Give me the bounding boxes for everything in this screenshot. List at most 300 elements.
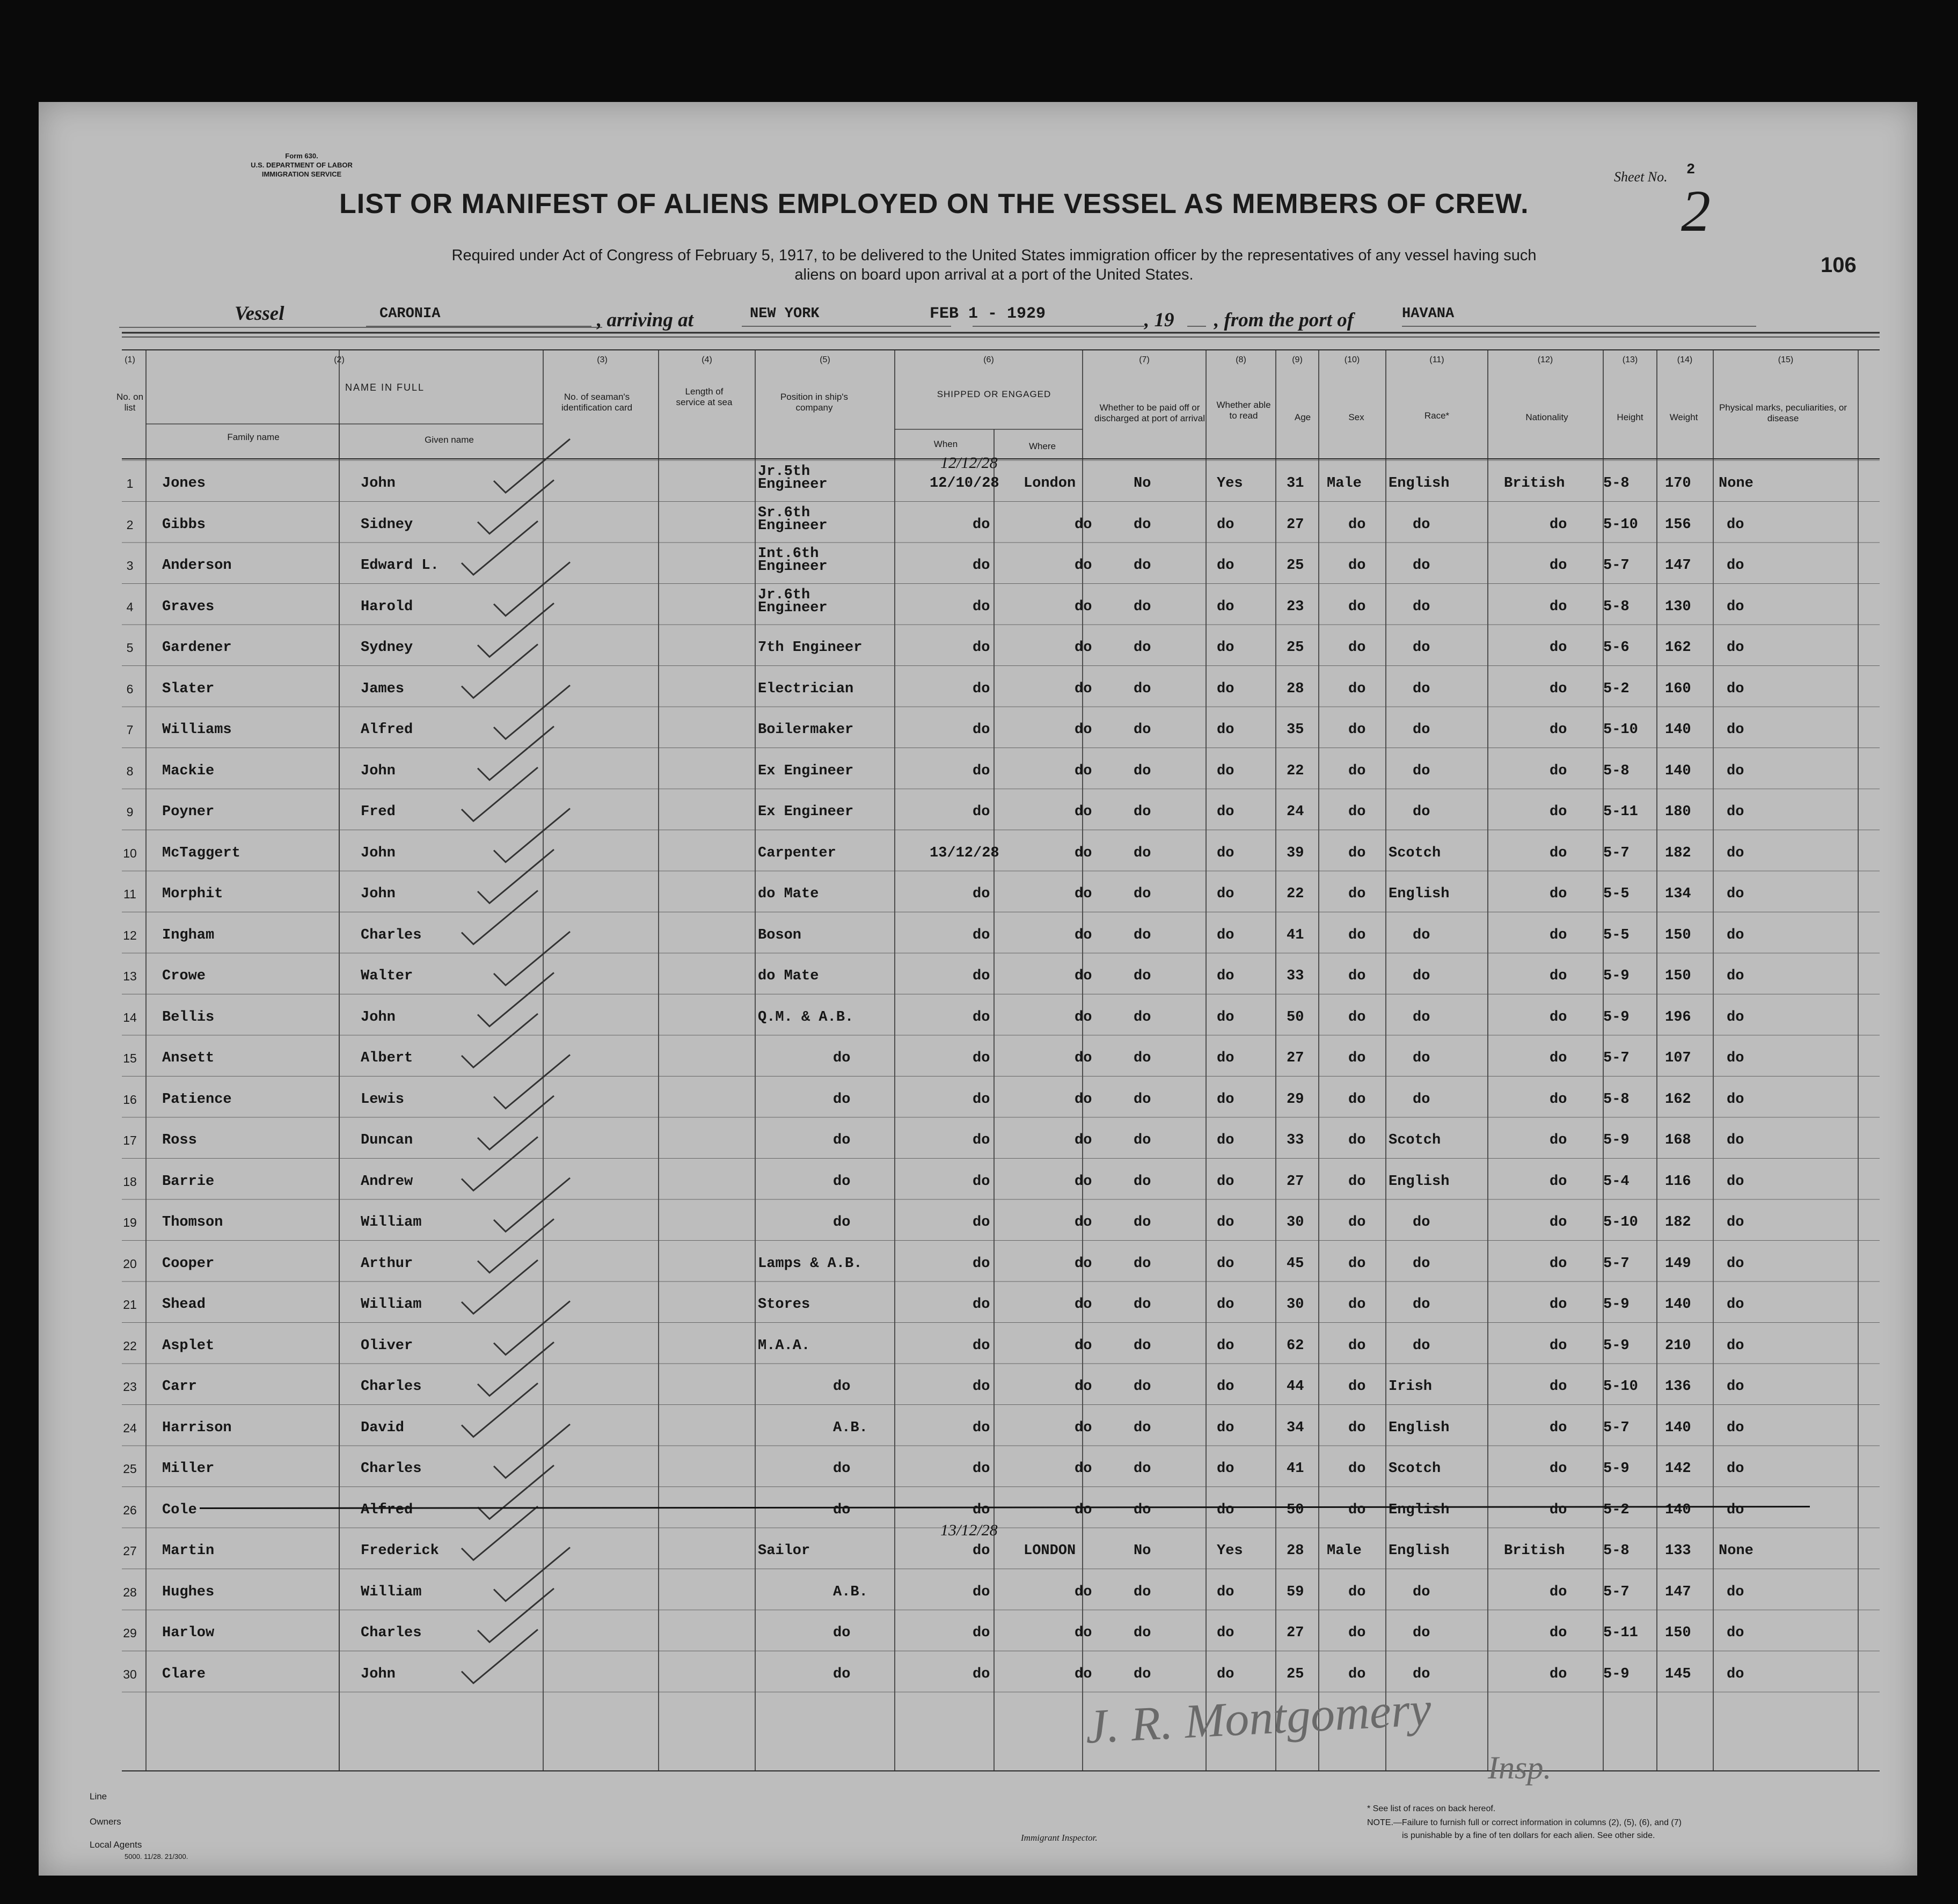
paid-off-cell: do	[1134, 1173, 1151, 1190]
check-mark	[478, 603, 554, 657]
paid-off-cell: do	[1134, 516, 1151, 533]
check-mark	[462, 1630, 538, 1683]
row-number: 7	[126, 723, 134, 737]
able-to-read-cell: Yes	[1217, 475, 1243, 492]
column-number-3: (3)	[597, 355, 608, 364]
footer-line-label: Line	[90, 1791, 107, 1802]
physical-marks-cell: do	[1727, 927, 1744, 943]
where-cell: do	[1075, 1009, 1092, 1026]
when-cell: do	[973, 1050, 990, 1066]
able-to-read-cell: do	[1217, 1255, 1234, 1272]
column-number-13: (13)	[1622, 355, 1638, 364]
age-cell: 34	[1287, 1419, 1304, 1436]
row-number: 13	[123, 969, 137, 983]
age-cell: 25	[1287, 640, 1304, 656]
able-to-read-cell: do	[1217, 804, 1234, 820]
header-shipped-or-engaged: SHIPPED OR ENGAGED	[937, 389, 1051, 399]
age-cell: 27	[1287, 516, 1304, 533]
race-cell: do	[1413, 598, 1430, 615]
race-cell: do	[1413, 968, 1430, 984]
physical-marks-cell: do	[1727, 1255, 1744, 1272]
check-mark	[462, 1260, 538, 1314]
check-mark	[494, 1424, 570, 1478]
given-name-cell: Harold	[361, 598, 413, 615]
where-cell: do	[1075, 1584, 1092, 1600]
age-cell: 28	[1287, 680, 1304, 697]
sex-cell: do	[1348, 1502, 1366, 1518]
column-number-2: (2)	[334, 355, 345, 364]
given-name-cell: John	[361, 1666, 396, 1682]
paid-off-cell: do	[1134, 1419, 1151, 1436]
when-cell: do	[973, 1502, 990, 1518]
sex-cell: do	[1348, 640, 1366, 656]
weight-cell: 162	[1665, 640, 1691, 656]
given-name-cell: Frederick	[361, 1543, 439, 1559]
header-no-on-list: No. on list	[116, 392, 144, 413]
nationality-cell: do	[1550, 1297, 1567, 1313]
position-cell: Int.6th	[758, 546, 819, 562]
height-cell: 5-9	[1603, 1132, 1630, 1148]
when-cell: 12/10/28	[930, 475, 999, 492]
where-cell: do	[1075, 1050, 1092, 1066]
given-name-cell: Duncan	[361, 1132, 413, 1148]
height-cell: 5-7	[1603, 558, 1630, 574]
weight-cell: 130	[1665, 598, 1691, 615]
vessel-name: CARONIA	[379, 306, 441, 322]
physical-marks-cell: do	[1727, 516, 1744, 533]
height-cell: 5-7	[1603, 845, 1630, 861]
height-cell: 5-10	[1603, 722, 1638, 738]
paid-off-cell: do	[1134, 558, 1151, 574]
row-number: 16	[123, 1092, 137, 1107]
race-cell: English	[1389, 1173, 1450, 1190]
check-mark	[494, 685, 570, 739]
when-cell: 13/12/28	[930, 845, 999, 861]
height-cell: 5-5	[1603, 886, 1630, 902]
height-cell: 5-7	[1603, 1584, 1630, 1600]
physical-marks-cell: do	[1727, 1091, 1744, 1108]
age-cell: 41	[1287, 927, 1304, 943]
check-mark	[462, 1383, 538, 1437]
physical-marks-cell: do	[1727, 1132, 1744, 1148]
header-age: Age	[1294, 412, 1311, 422]
able-to-read-cell: do	[1217, 1379, 1234, 1395]
where-cell: do	[1075, 516, 1092, 533]
row-number: 23	[123, 1380, 137, 1394]
family-name-cell: McTaggert	[162, 845, 240, 861]
sex-cell: do	[1348, 558, 1366, 574]
nationality-cell: do	[1550, 804, 1567, 820]
family-name-cell: Ansett	[162, 1050, 215, 1066]
height-cell: 5-9	[1603, 1297, 1630, 1313]
row-number: 17	[123, 1133, 137, 1147]
nationality-cell: do	[1550, 763, 1567, 779]
where-cell: do	[1075, 1091, 1092, 1108]
check-mark	[478, 850, 554, 903]
when-handwritten-cell: 13/12/28	[940, 1521, 998, 1539]
where-cell: LONDON	[1024, 1543, 1076, 1559]
height-cell: 5-7	[1603, 1255, 1630, 1272]
given-name-cell: Edward L.	[361, 558, 439, 574]
paid-off-cell: do	[1134, 1214, 1151, 1231]
position-cell: A.B.	[833, 1419, 868, 1436]
position-cell-line-2: Engineer	[758, 477, 828, 493]
nationality-cell: do	[1550, 1584, 1567, 1600]
row-number: 3	[126, 559, 134, 573]
physical-marks-cell: do	[1727, 1584, 1744, 1600]
height-cell: 5-11	[1603, 1625, 1638, 1641]
race-cell: English	[1389, 1543, 1450, 1559]
race-cell: Scotch	[1389, 1461, 1441, 1477]
family-name-cell: Cole	[162, 1502, 197, 1518]
weight-cell: 147	[1665, 558, 1691, 574]
check-mark	[494, 1055, 570, 1109]
age-cell: 22	[1287, 763, 1304, 779]
when-cell: do	[973, 1419, 990, 1436]
nationality-cell: do	[1550, 1461, 1567, 1477]
sex-cell: do	[1348, 1625, 1366, 1641]
position-cell: Electrician	[758, 680, 854, 697]
able-to-read-cell: do	[1217, 1502, 1234, 1518]
sex-cell: do	[1348, 1379, 1366, 1395]
able-to-read-cell: do	[1217, 1009, 1234, 1026]
age-cell: 31	[1287, 475, 1304, 492]
where-cell: do	[1075, 1666, 1092, 1682]
check-mark	[462, 767, 538, 821]
given-name-cell: Andrew	[361, 1173, 413, 1190]
footer-agents-label: Local Agents	[90, 1840, 142, 1850]
sex-cell: do	[1348, 1009, 1366, 1026]
when-cell: do	[973, 598, 990, 615]
sheet-number-label: Sheet No.	[1614, 169, 1668, 185]
nationality-cell: do	[1550, 845, 1567, 861]
able-to-read-cell: do	[1217, 1625, 1234, 1641]
physical-marks-cell: None	[1719, 475, 1754, 492]
check-mark	[478, 973, 554, 1027]
able-to-read-cell: do	[1217, 516, 1234, 533]
paid-off-cell: do	[1134, 886, 1151, 902]
table-grid	[39, 102, 1917, 1876]
when-cell: do	[973, 968, 990, 984]
weight-cell: 147	[1665, 1584, 1691, 1600]
given-name-cell: John	[361, 763, 396, 779]
nationality-cell: do	[1550, 1050, 1567, 1066]
given-name-cell: John	[361, 845, 396, 861]
physical-marks-cell: do	[1727, 804, 1744, 820]
header-sex: Sex	[1348, 412, 1364, 422]
check-mark	[462, 891, 538, 944]
weight-cell: 142	[1665, 1461, 1691, 1477]
column-number-6: (6)	[983, 355, 994, 364]
family-name-cell: Harrison	[162, 1419, 232, 1436]
row-number: 9	[126, 805, 134, 819]
height-cell: 5-4	[1603, 1173, 1630, 1190]
family-name-cell: Gardener	[162, 640, 232, 656]
where-cell: do	[1075, 1337, 1092, 1354]
able-to-read-cell: do	[1217, 1337, 1234, 1354]
family-name-cell: Jones	[162, 475, 206, 492]
nationality-cell: do	[1550, 1091, 1567, 1108]
age-cell: 24	[1287, 804, 1304, 820]
physical-marks-cell: do	[1727, 1173, 1744, 1190]
when-cell: do	[973, 680, 990, 697]
check-mark	[494, 439, 570, 493]
where-cell: do	[1075, 1297, 1092, 1313]
given-name-cell: Charles	[361, 1625, 422, 1641]
manifest-sheet	[39, 102, 1917, 1876]
position-cell: do	[833, 1132, 851, 1148]
age-cell: 23	[1287, 598, 1304, 615]
row-number: 5	[126, 641, 134, 655]
able-to-read-cell: do	[1217, 640, 1234, 656]
sex-cell: do	[1348, 1132, 1366, 1148]
when-cell: do	[973, 927, 990, 943]
sex-cell: do	[1348, 1297, 1366, 1313]
row-number: 24	[123, 1420, 137, 1435]
weight-cell: 182	[1665, 845, 1691, 861]
physical-marks-cell: do	[1727, 640, 1744, 656]
race-cell: Scotch	[1389, 845, 1441, 861]
age-cell: 35	[1287, 722, 1304, 738]
height-cell: 5-7	[1603, 1419, 1630, 1436]
age-cell: 27	[1287, 1625, 1304, 1641]
physical-marks-cell: do	[1727, 1214, 1744, 1231]
column-number-14: (14)	[1677, 355, 1693, 364]
height-cell: 5-6	[1603, 640, 1630, 656]
sex-cell: do	[1348, 598, 1366, 615]
height-cell: 5-9	[1603, 1666, 1630, 1682]
position-cell: A.B.	[833, 1584, 868, 1600]
check-mark	[478, 1588, 554, 1642]
height-cell: 5-10	[1603, 516, 1638, 533]
age-cell: 29	[1287, 1091, 1304, 1108]
when-cell: do	[973, 1584, 990, 1600]
weight-cell: 140	[1665, 1297, 1691, 1313]
height-cell: 5-9	[1603, 968, 1630, 984]
age-cell: 30	[1287, 1297, 1304, 1313]
header-weight: Weight	[1669, 412, 1698, 422]
where-cell: do	[1075, 845, 1092, 861]
sex-cell: do	[1348, 927, 1366, 943]
position-cell: Sailor	[758, 1543, 810, 1559]
physical-marks-cell: do	[1727, 1050, 1744, 1066]
weight-cell: 140	[1665, 1419, 1691, 1436]
given-name-cell: William	[361, 1297, 422, 1313]
height-cell: 5-10	[1603, 1379, 1638, 1395]
given-name-cell: James	[361, 680, 405, 697]
sheet-number-handwritten: 2	[1681, 178, 1711, 244]
header-paid-off: Whether to be paid off or discharged at port of arrival	[1094, 402, 1205, 423]
header-where: Where	[1028, 441, 1056, 451]
physical-marks-cell: do	[1727, 1625, 1744, 1641]
weight-cell: 150	[1665, 927, 1691, 943]
page-subtitle	[221, 246, 1767, 284]
paid-off-cell: do	[1134, 763, 1151, 779]
race-cell: do	[1413, 763, 1430, 779]
weight-cell: 170	[1665, 475, 1691, 492]
family-name-cell: Morphit	[162, 886, 223, 902]
when-cell: do	[973, 558, 990, 574]
when-handwritten-cell: 12/12/28	[940, 454, 998, 472]
paid-off-cell: do	[1134, 968, 1151, 984]
paid-off-cell: do	[1134, 680, 1151, 697]
position-cell: Jr.6th	[758, 587, 810, 603]
service-name: IMMIGRATION SERVICE	[261, 170, 342, 178]
given-name-cell: Arthur	[361, 1255, 413, 1272]
sex-cell: Male	[1327, 475, 1362, 492]
family-name-cell: Hughes	[162, 1584, 215, 1600]
able-to-read-cell: do	[1217, 1214, 1234, 1231]
column-number-8: (8)	[1236, 355, 1246, 364]
where-cell: London	[1024, 475, 1076, 492]
page-number: 106	[1821, 253, 1857, 277]
physical-marks-cell: do	[1727, 845, 1744, 861]
race-cell: do	[1413, 1584, 1430, 1600]
where-cell: do	[1075, 680, 1092, 697]
row-number: 14	[123, 1010, 137, 1024]
paid-off-cell: do	[1134, 845, 1151, 861]
inspector-signature: J. R. Montgomery	[1084, 1682, 1433, 1754]
physical-marks-cell: do	[1727, 763, 1744, 779]
given-name-cell: William	[361, 1584, 422, 1600]
family-name-cell: Williams	[162, 722, 232, 738]
height-cell: 5-8	[1603, 475, 1630, 492]
able-to-read-cell: do	[1217, 722, 1234, 738]
row-number: 4	[126, 599, 134, 614]
age-cell: 62	[1287, 1337, 1304, 1354]
row-number: 15	[123, 1051, 137, 1065]
race-cell: do	[1413, 1666, 1430, 1682]
able-to-read-cell: do	[1217, 1091, 1234, 1108]
nationality-cell: do	[1550, 598, 1567, 615]
position-cell: M.A.A.	[758, 1337, 810, 1354]
paid-off-cell: do	[1134, 1584, 1151, 1600]
paid-off-cell: do	[1134, 640, 1151, 656]
sex-cell: do	[1348, 968, 1366, 984]
paid-off-cell: do	[1134, 1461, 1151, 1477]
position-cell: Carpenter	[758, 845, 836, 861]
family-name-cell: Harlow	[162, 1625, 215, 1641]
position-cell: 7th Engineer	[758, 640, 863, 656]
check-mark	[478, 1219, 554, 1273]
able-to-read-cell: do	[1217, 927, 1234, 943]
race-cell: do	[1413, 1214, 1430, 1231]
position-cell: do Mate	[758, 968, 819, 984]
row-number: 28	[123, 1585, 137, 1599]
age-cell: 28	[1287, 1543, 1304, 1559]
when-cell: do	[973, 1214, 990, 1231]
footer-inspector-label: Immigrant Inspector.	[1021, 1833, 1098, 1843]
race-cell: do	[1413, 680, 1430, 697]
position-cell: Ex Engineer	[758, 804, 854, 820]
weight-cell: 134	[1665, 886, 1691, 902]
weight-cell: 140	[1665, 722, 1691, 738]
given-name-cell: William	[361, 1214, 422, 1231]
row-number: 30	[123, 1667, 137, 1681]
nationality-cell: do	[1550, 1255, 1567, 1272]
where-cell: do	[1075, 558, 1092, 574]
age-cell: 25	[1287, 558, 1304, 574]
height-cell: 5-11	[1603, 804, 1638, 820]
sex-cell: do	[1348, 1173, 1366, 1190]
weight-cell: 107	[1665, 1050, 1691, 1066]
height-cell: 5-9	[1603, 1009, 1630, 1026]
paid-off-cell: do	[1134, 1091, 1151, 1108]
age-cell: 25	[1287, 1666, 1304, 1682]
sex-cell: Male	[1327, 1543, 1362, 1559]
paid-off-cell: do	[1134, 927, 1151, 943]
family-name-cell: Gibbs	[162, 516, 206, 533]
position-cell: do	[833, 1091, 851, 1108]
page-title: LIST OR MANIFEST OF ALIENS EMPLOYED ON THE VESSEL AS MEMBERS OF CREW.	[339, 188, 1529, 219]
weight-cell: 140	[1665, 763, 1691, 779]
weight-cell: 168	[1665, 1132, 1691, 1148]
given-name-cell: Sidney	[361, 516, 413, 533]
height-cell: 5-7	[1603, 1050, 1630, 1066]
footer-note-line-1: NOTE.—Failure to furnish full or correct information in columns (2), (5), (6), and (7)	[1367, 1818, 1682, 1827]
family-name-cell: Carr	[162, 1379, 197, 1395]
when-cell: do	[973, 722, 990, 738]
header-height: Height	[1617, 412, 1643, 422]
sex-cell: do	[1348, 680, 1366, 697]
position-cell: do Mate	[758, 886, 819, 902]
nationality-cell: do	[1550, 516, 1567, 533]
check-mark	[478, 727, 554, 780]
physical-marks-cell: do	[1727, 1419, 1744, 1436]
weight-cell: 136	[1665, 1379, 1691, 1395]
footer-owners-label: Owners	[90, 1817, 121, 1827]
able-to-read-cell: do	[1217, 1132, 1234, 1148]
year-label: , 19	[1144, 309, 1174, 331]
physical-marks-cell: do	[1727, 1502, 1744, 1518]
race-cell: do	[1413, 1009, 1430, 1026]
given-name-cell: Albert	[361, 1050, 413, 1066]
position-cell: Stores	[758, 1297, 810, 1313]
family-name-cell: Barrie	[162, 1173, 215, 1190]
paid-off-cell: do	[1134, 1297, 1151, 1313]
sex-cell: do	[1348, 1337, 1366, 1354]
position-cell: do	[833, 1173, 851, 1190]
arrival-date-stamp: FEB 1 - 1929	[930, 305, 1046, 323]
family-name-cell: Slater	[162, 680, 215, 697]
row-number: 12	[123, 928, 137, 942]
able-to-read-cell: do	[1217, 1173, 1234, 1190]
family-name-cell: Anderson	[162, 558, 232, 574]
check-mark	[462, 521, 538, 575]
race-cell: English	[1389, 1419, 1450, 1436]
where-cell: do	[1075, 886, 1092, 902]
row-number: 22	[123, 1338, 137, 1353]
header-able-to-read: Whether able to read	[1216, 400, 1271, 421]
sex-cell: do	[1348, 1419, 1366, 1436]
position-cell: Sr.6th	[758, 504, 810, 521]
given-name-cell: Oliver	[361, 1337, 413, 1354]
when-cell: do	[973, 1297, 990, 1313]
column-number-9: (9)	[1292, 355, 1303, 364]
position-cell: Lamps & A.B.	[758, 1255, 863, 1272]
row-number: 26	[123, 1503, 137, 1517]
form-number: Form 630.	[285, 152, 318, 160]
race-cell: do	[1413, 558, 1430, 574]
physical-marks-cell: do	[1727, 1297, 1744, 1313]
height-cell: 5-8	[1603, 763, 1630, 779]
vessel-label: Vessel	[235, 303, 284, 325]
where-cell: do	[1075, 1625, 1092, 1641]
check-mark	[462, 1506, 538, 1560]
form-id-block	[237, 151, 366, 179]
physical-marks-cell: do	[1727, 680, 1744, 697]
sex-cell: do	[1348, 763, 1366, 779]
